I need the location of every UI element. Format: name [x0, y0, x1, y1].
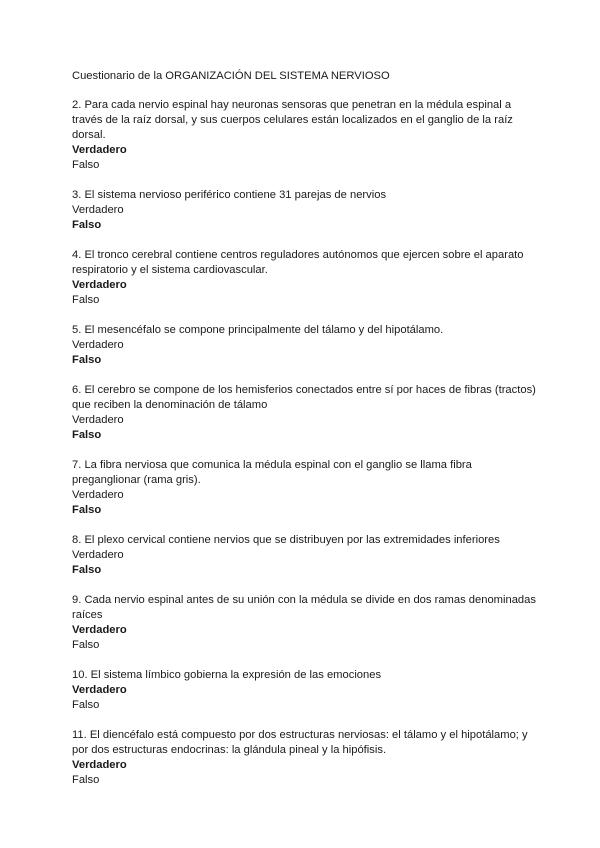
question-text: 2. Para cada nervio espinal hay neuronas sensoras que penetran en la médula espinal a través de la raíz dorsal, y sus cuerpos celulares están localizados en el ganglio de la raíz dorsal. — [72, 99, 513, 141]
option-false: Falso — [72, 429, 102, 441]
question-7 — [72, 458, 542, 518]
option-false: Falso — [72, 639, 100, 651]
question-text: 9. Cada nervio espinal antes de su unión con la médula se divide en dos ramas denominadas raíces — [72, 594, 536, 621]
question-3 — [72, 188, 542, 233]
option-true: Verdadero — [72, 339, 124, 351]
document-title: Cuestionario de la ORGANIZACIÓN DEL SISTEMA NERVIOSO — [72, 70, 390, 82]
option-false: Falso — [72, 699, 100, 711]
option-false: Falso — [72, 504, 102, 516]
question-text: 7. La fibra nerviosa que comunica la médula espinal con el ganglio se llama fibra preganglionar (rama gris). — [72, 459, 472, 486]
question-text: 8. El plexo cervical contiene nervios que se distribuyen por las extremidades inferiores — [72, 534, 500, 546]
question-10 — [72, 668, 542, 713]
option-true: Verdadero — [72, 144, 127, 156]
question-text: 11. El diencéfalo está compuesto por dos estructuras nerviosas: el tálamo y el hipotálamo; y por dos estructuras endocrinas: la glándula pineal y la hipófisis. — [72, 729, 528, 756]
option-true: Verdadero — [72, 759, 127, 771]
question-text: 4. El tronco cerebral contiene centros reguladores autónomos que ejercen sobre el aparato respiratorio y el sistema cardiovascular. — [72, 249, 524, 276]
question-9 — [72, 593, 542, 653]
option-false: Falso — [72, 774, 100, 786]
option-true: Verdadero — [72, 279, 127, 291]
document-page — [72, 69, 542, 803]
question-text: 10. El sistema límbico gobierna la expresión de las emociones — [72, 669, 382, 681]
question-text: 3. El sistema nervioso periférico contiene 31 parejas de nervios — [72, 189, 387, 201]
question-6 — [72, 383, 542, 443]
option-false: Falso — [72, 219, 102, 231]
option-false: Falso — [72, 294, 100, 306]
option-true: Verdadero — [72, 684, 127, 696]
question-2 — [72, 98, 542, 173]
option-false: Falso — [72, 564, 102, 576]
question-11 — [72, 728, 542, 788]
option-true: Verdadero — [72, 414, 124, 426]
option-true: Verdadero — [72, 624, 127, 636]
option-false: Falso — [72, 159, 100, 171]
option-true: Verdadero — [72, 549, 124, 561]
question-5 — [72, 323, 542, 368]
option-true: Verdadero — [72, 489, 124, 501]
question-text: 5. El mesencéfalo se compone principalmente del tálamo y del hipotálamo. — [72, 324, 444, 336]
option-false: Falso — [72, 354, 102, 366]
option-true: Verdadero — [72, 204, 124, 216]
question-4 — [72, 248, 542, 308]
question-8 — [72, 533, 542, 578]
question-text: 6. El cerebro se compone de los hemisferios conectados entre sí por haces de fibras (tractos) que reciben la denominación de tálamo — [72, 384, 536, 411]
